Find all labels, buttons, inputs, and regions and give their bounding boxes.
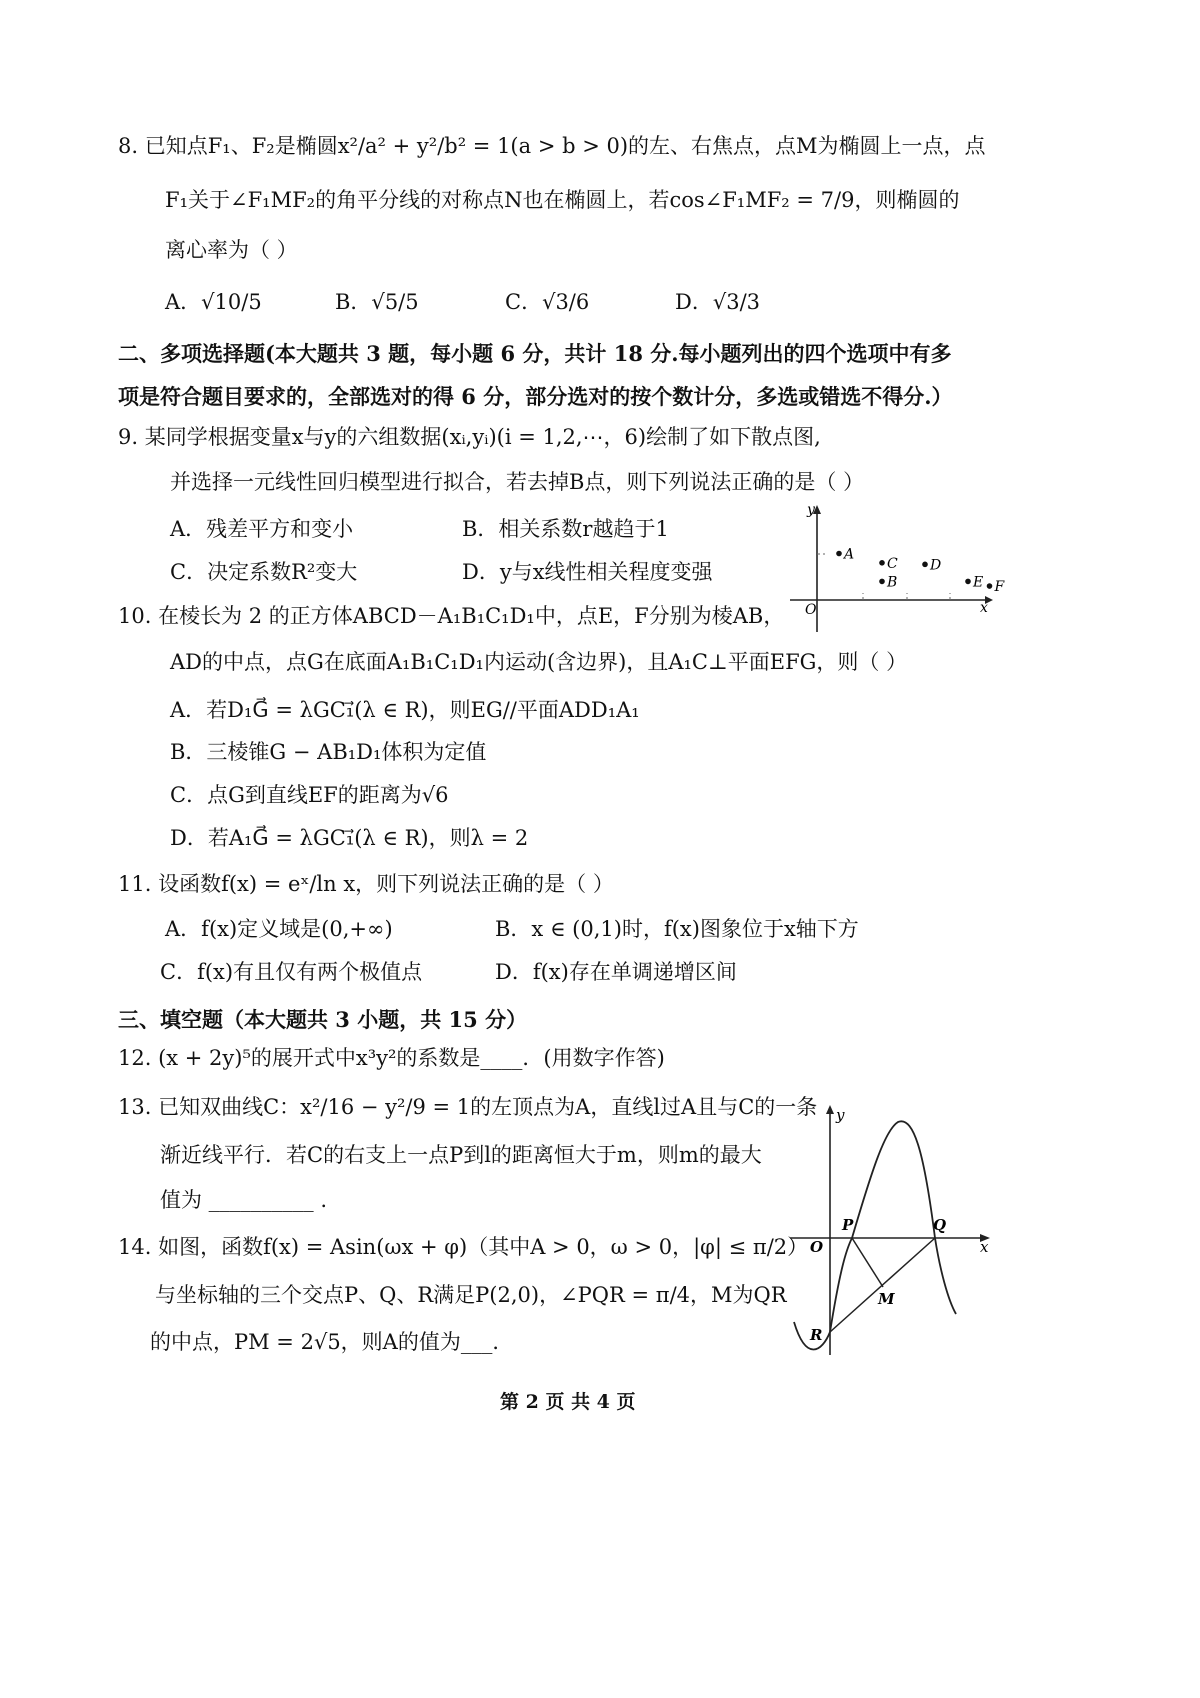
q9-line2: 并选择一元线性回归模型进行拟合，若去掉B点，则下列说法正确的是（ ） bbox=[170, 470, 865, 494]
q14-label-q: Q bbox=[933, 1216, 947, 1234]
q8-line2: F₁关于∠F₁MF₂的角平分线的对称点N也在椭圆上，若cos∠F₁MF₂ = 7/9，则椭圆的 bbox=[165, 188, 960, 212]
q14-line3: 的中点，PM = 2√5，则A的值为___． bbox=[150, 1330, 514, 1354]
q8-option-b: B．√5/5 bbox=[335, 290, 419, 314]
q9-option-c: C．决定系数R²变大 bbox=[170, 560, 358, 584]
q9-point-label-E: E bbox=[973, 574, 984, 591]
q11-line1: 11. 设函数f(x) = eˣ/ln x，则下列说法正确的是（ ） bbox=[118, 872, 614, 896]
q10-option-c: C．点G到直线EF的距离为√6 bbox=[170, 783, 449, 807]
q10-line2: AD的中点，点G在底面A₁B₁C₁D₁内运动(含边界)，且A₁C⊥平面EFG，则（ ） bbox=[170, 650, 908, 674]
q8-line1: 8. 已知点F₁、F₂是椭圆x²/a² + y²/b² = 1(a > b > 0)的左、右焦点，点M为椭圆上一点，点 bbox=[118, 134, 986, 158]
q14-sine-curve bbox=[794, 1121, 956, 1349]
q14-line2: 与坐标轴的三个交点P、Q、R满足P(2,0)，∠PQR = π/4，M为QR bbox=[155, 1283, 787, 1307]
q10-option-b: B．三棱锥G − AB₁D₁体积为定值 bbox=[170, 740, 487, 764]
q10-option-d: D．若A₁G⃗ = λGC₁⃗(λ ∈ R)，则λ = 2 bbox=[170, 826, 529, 850]
q14-segment-pm bbox=[852, 1238, 883, 1287]
q10-option-a: A．若D₁G⃗ = λGC₁⃗(λ ∈ R)，则EG//平面ADD₁A₁ bbox=[170, 698, 640, 722]
q14-y-label: y bbox=[836, 1106, 845, 1124]
section2-line2: 项是符合题目要求的，全部选对的得 6 分，部分选对的按个数计分，多选或错选不得分.） bbox=[118, 384, 953, 409]
q9-x-label: x bbox=[980, 600, 988, 616]
q9-point-A bbox=[836, 551, 842, 557]
q13-line2: 渐近线平行．若C的右支上一点P到l的距离恒大于m，则m的最大 bbox=[160, 1143, 762, 1167]
q14-x-label: x bbox=[980, 1238, 989, 1256]
q14-line1: 14. 如图，函数f(x) = Asin(ωx + φ)（其中A > 0，ω > 0，|φ| ≤ π/2） bbox=[118, 1235, 809, 1259]
q12-line1: 12. (x + 2y)⁵的展开式中x³y²的系数是____．(用数字作答) bbox=[118, 1046, 665, 1070]
q11-option-b: B．x ∈ (0,1)时，f(x)图象位于x轴下方 bbox=[495, 917, 859, 941]
q9-point-label-D: D bbox=[930, 557, 942, 574]
q9-point-label-B: B bbox=[887, 574, 898, 591]
q11-option-d: D．f(x)存在单调递增区间 bbox=[495, 960, 737, 984]
q14-origin-label: O bbox=[810, 1238, 824, 1256]
q9-point-label-F: F bbox=[994, 579, 1005, 596]
q9-option-d: D．y与x线性相关程度变强 bbox=[462, 560, 713, 584]
q9-origin-label: O bbox=[805, 602, 817, 618]
q9-line1: 9. 某同学根据变量x与y的六组数据(xᵢ,yᵢ)(i = 1,2,⋯，6)绘制了如下散点图, bbox=[118, 425, 821, 449]
q14-label-p: P bbox=[842, 1216, 854, 1234]
q9-y-label: y bbox=[807, 502, 815, 518]
q9-option-a: A．残差平方和变小 bbox=[170, 517, 354, 541]
q11-option-a: A．f(x)定义域是(0,+∞) bbox=[165, 917, 393, 941]
q14-label-m: M bbox=[878, 1290, 895, 1308]
q9-point-F bbox=[987, 583, 993, 589]
q14-sine-figure bbox=[780, 1100, 995, 1360]
q8-option-d: D．√3/3 bbox=[675, 290, 761, 314]
section2-line1: 二、多项选择题(本大题共 3 题，每小题 6 分，共计 18 分.每小题列出的四个选项中有多 bbox=[118, 341, 952, 366]
q8-line3: 离心率为（ ） bbox=[165, 238, 298, 262]
q9-option-b: B．相关系数r越趋于1 bbox=[462, 517, 669, 541]
q9-point-D bbox=[922, 562, 928, 568]
q8-option-c: C．√3/6 bbox=[505, 290, 590, 314]
q11-option-c: C．f(x)有且仅有两个极值点 bbox=[160, 960, 423, 984]
q13-line1: 13. 已知双曲线C：x²/16 − y²/9 = 1的左顶点为A，直线l过A且与C的一条 bbox=[118, 1095, 818, 1119]
page-footer: 第 2 页 共 4 页 bbox=[500, 1391, 636, 1413]
q9-point-B bbox=[879, 579, 885, 585]
q9-point-label-A: A bbox=[844, 546, 855, 563]
q10-line1: 10. 在棱长为 2 的正方体ABCD－A₁B₁C₁D₁中，点E，F分别为棱AB， bbox=[118, 604, 785, 628]
q9-scatter-figure bbox=[785, 500, 1005, 635]
q9-point-E bbox=[965, 579, 971, 585]
section3-title: 三、填空题（本大题共 3 小题，共 15 分） bbox=[118, 1007, 528, 1032]
q9-point-C bbox=[879, 560, 885, 566]
q14-label-r: R bbox=[810, 1326, 823, 1344]
q13-line3: 值为 __________ . bbox=[160, 1188, 328, 1212]
q8-option-a: A．√10/5 bbox=[165, 290, 262, 314]
q9-point-label-C: C bbox=[887, 555, 898, 572]
